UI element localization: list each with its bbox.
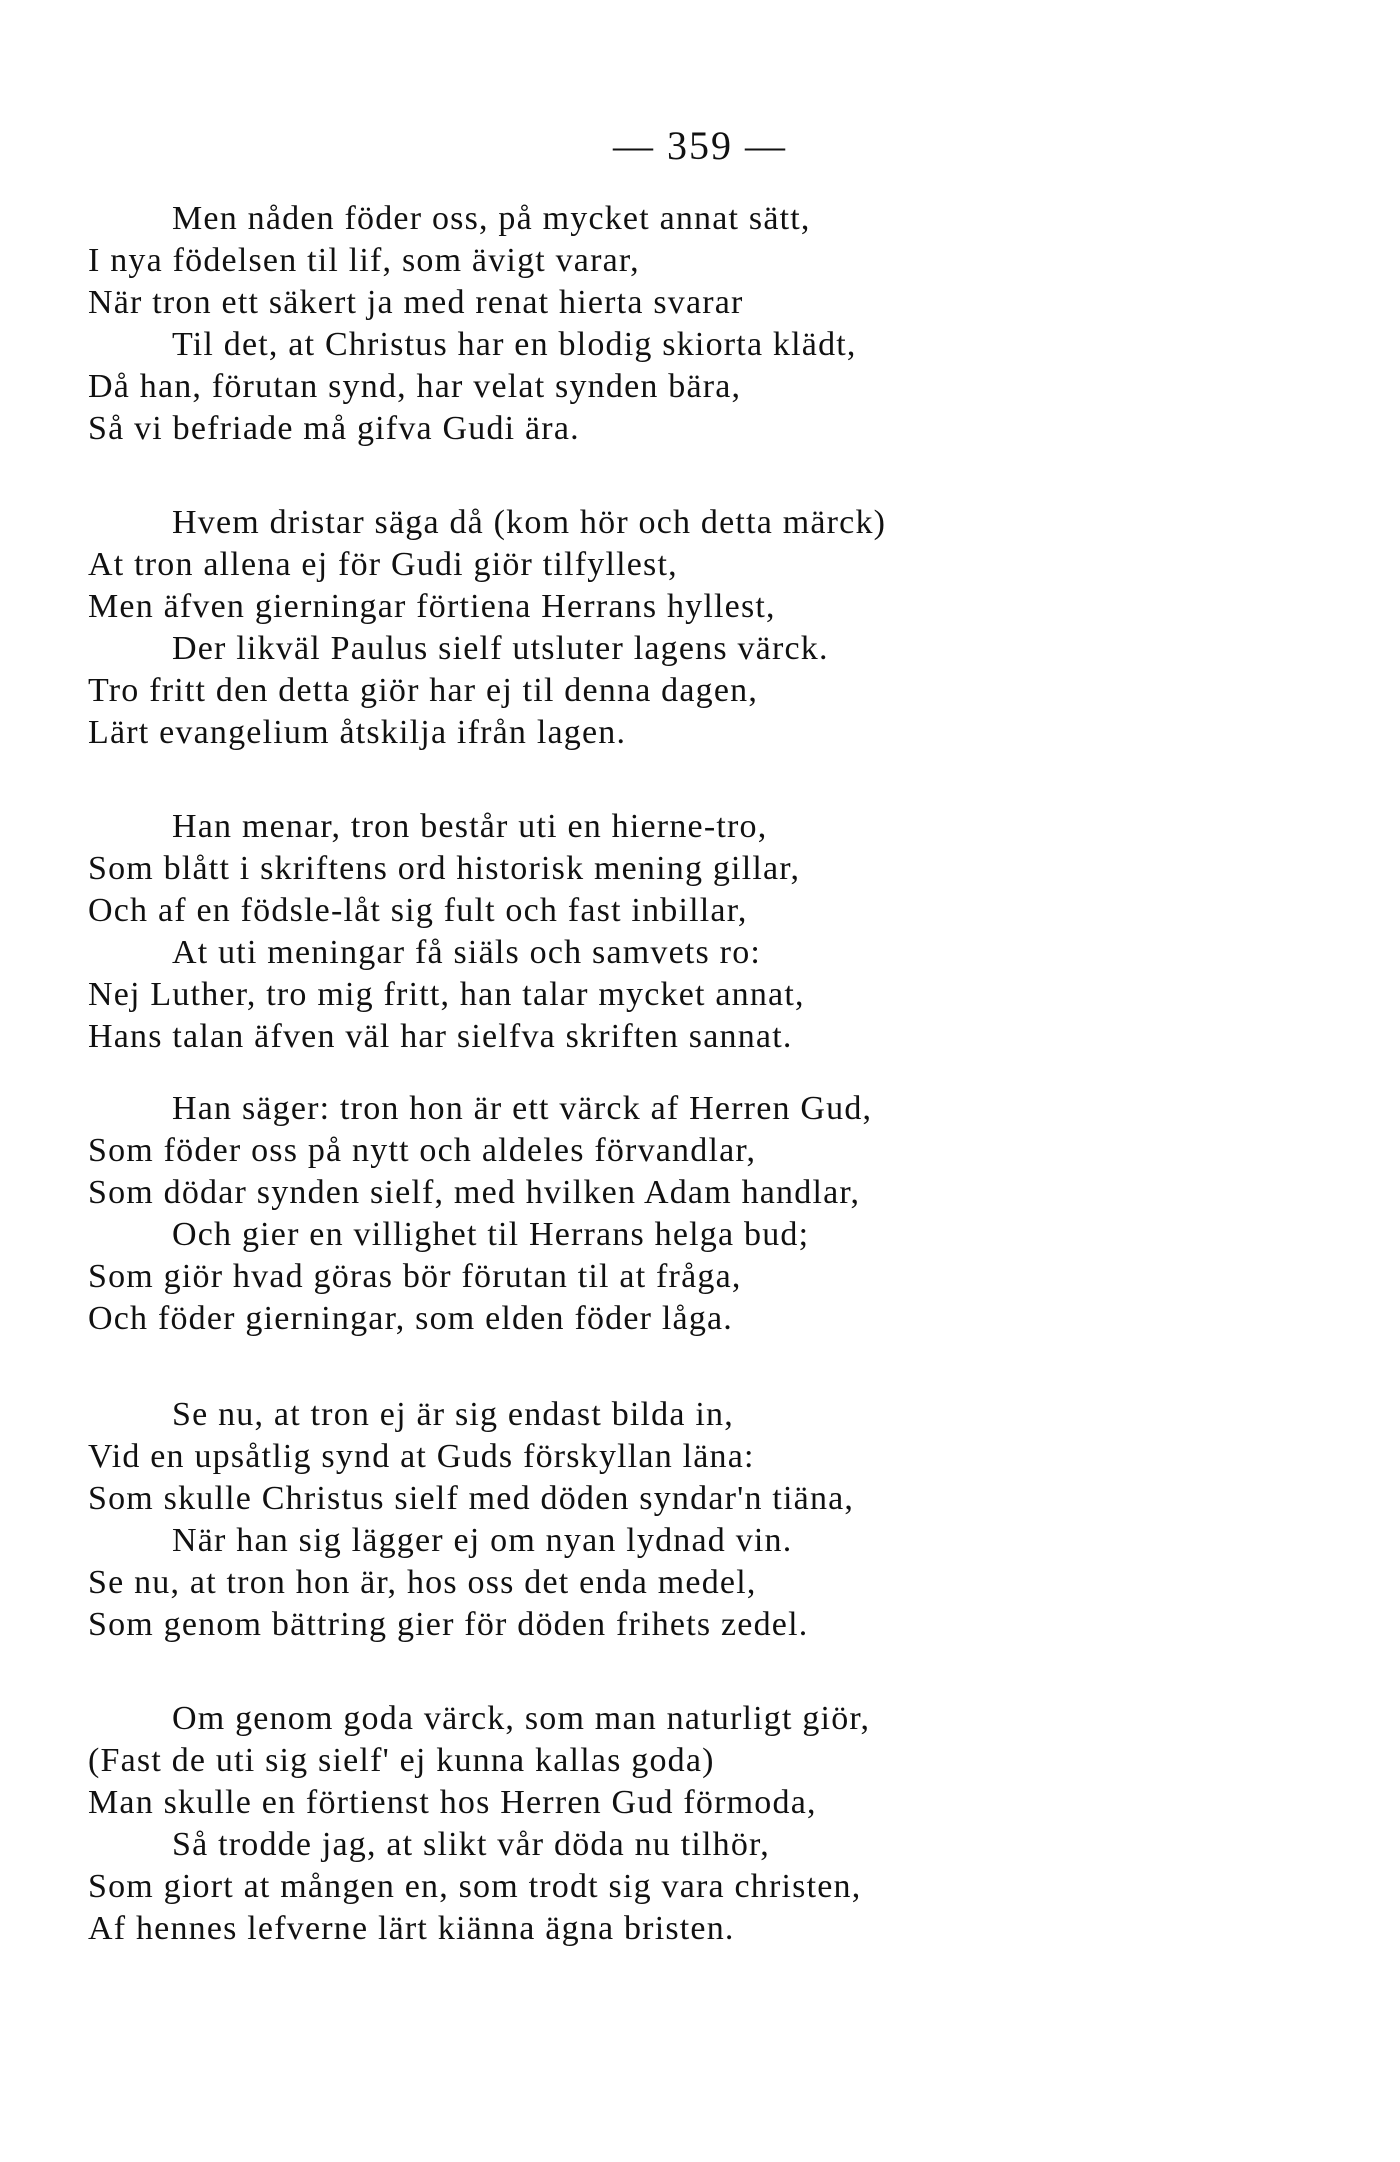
verse-line: Som giort at mången en, som trodt sig vara christen, (88, 1868, 862, 1905)
stanza-1 (88, 198, 1088, 450)
verse-line: Som föder oss på nytt och aldeles förvandlar, (88, 1132, 757, 1169)
verse-line: Nej Luther, tro mig fritt, han talar mycket annat, (88, 976, 805, 1013)
stanza-3 (88, 806, 1088, 1058)
page-number: — 359 — (613, 123, 787, 168)
stanza-4 (88, 1088, 1088, 1340)
verse-line: Hvem dristar säga då (kom hör och detta märck) (172, 504, 887, 541)
verse-line: Som skulle Christus sielf med döden syndar'n tiäna, (88, 1480, 855, 1517)
verse-line: När tron ett säkert ja med renat hierta svarar (88, 284, 744, 321)
verse-line: Man skulle en förtienst hos Herren Gud förmoda, (88, 1784, 817, 1821)
verse-line: Lärt evangelium åtskilja ifrån lagen. (88, 714, 627, 751)
verse-line: Och föder gierningar, som elden föder låga. (88, 1300, 734, 1337)
verse-line: Se nu, at tron hon är, hos oss det enda medel, (88, 1564, 757, 1601)
verse-line: Men äfven gierningar förtiena Herrans hyllest, (88, 588, 776, 625)
verse-line: Han säger: tron hon är ett värck af Herren Gud, (172, 1090, 873, 1127)
verse-line: Vid en upsåtlig synd at Guds förskyllan läna: (88, 1438, 755, 1475)
verse-line: Han menar, tron består uti en hierne-tro, (172, 808, 768, 845)
verse-line: Tro fritt den detta giör har ej til denna dagen, (88, 672, 759, 709)
verse-line: Som blått i skriftens ord historisk mening gillar, (88, 850, 801, 887)
verse-line: Som giör hvad göras bör förutan til at fråga, (88, 1258, 742, 1295)
verse-line: Som dödar synden sielf, med hvilken Adam handlar, (88, 1174, 861, 1211)
verse-line: Se nu, at tron ej är sig endast bilda in, (172, 1396, 734, 1433)
verse-line: (Fast de uti sig sielf' ej kunna kallas goda) (88, 1742, 715, 1779)
verse-line: Och af en födsle-låt sig fult och fast inbillar, (88, 892, 748, 929)
verse-line: Så vi befriade må gifva Gudi ära. (88, 410, 580, 447)
verse-line: Hans talan äfven väl har sielfva skriften sannat. (88, 1018, 793, 1055)
verse-line: Då han, förutan synd, har velat synden bära, (88, 368, 742, 405)
verse-line: Som genom bättring gier för döden frihets zedel. (88, 1606, 809, 1643)
verse-line: Om genom goda värck, som man naturligt giör, (172, 1700, 871, 1737)
verse-line: Men nåden föder oss, på mycket annat sätt, (172, 200, 811, 237)
stanza-2 (88, 502, 1088, 754)
verse-line: Af hennes lefverne lärt kiänna ägna bristen. (88, 1910, 735, 1947)
verse-line: Der likväl Paulus sielf utsluter lagens värck. (172, 630, 829, 667)
verse-line: Til det, at Christus har en blodig skiorta klädt, (172, 326, 857, 363)
verse-line: At uti meningar få siäls och samvets ro: (172, 934, 762, 971)
verse-line: När han sig lägger ej om nyan lydnad vin. (172, 1522, 793, 1559)
verse-line: At tron allena ej för Gudi giör tilfyllest, (88, 546, 678, 583)
verse-line: Och gier en villighet til Herrans helga bud; (172, 1216, 810, 1253)
verse-line: I nya födelsen til lif, som ävigt varar, (88, 242, 640, 279)
stanza-5 (88, 1394, 1088, 1646)
verse-line: Så trodde jag, at slikt vår döda nu tilhör, (172, 1826, 770, 1863)
stanza-6 (88, 1698, 1088, 1950)
